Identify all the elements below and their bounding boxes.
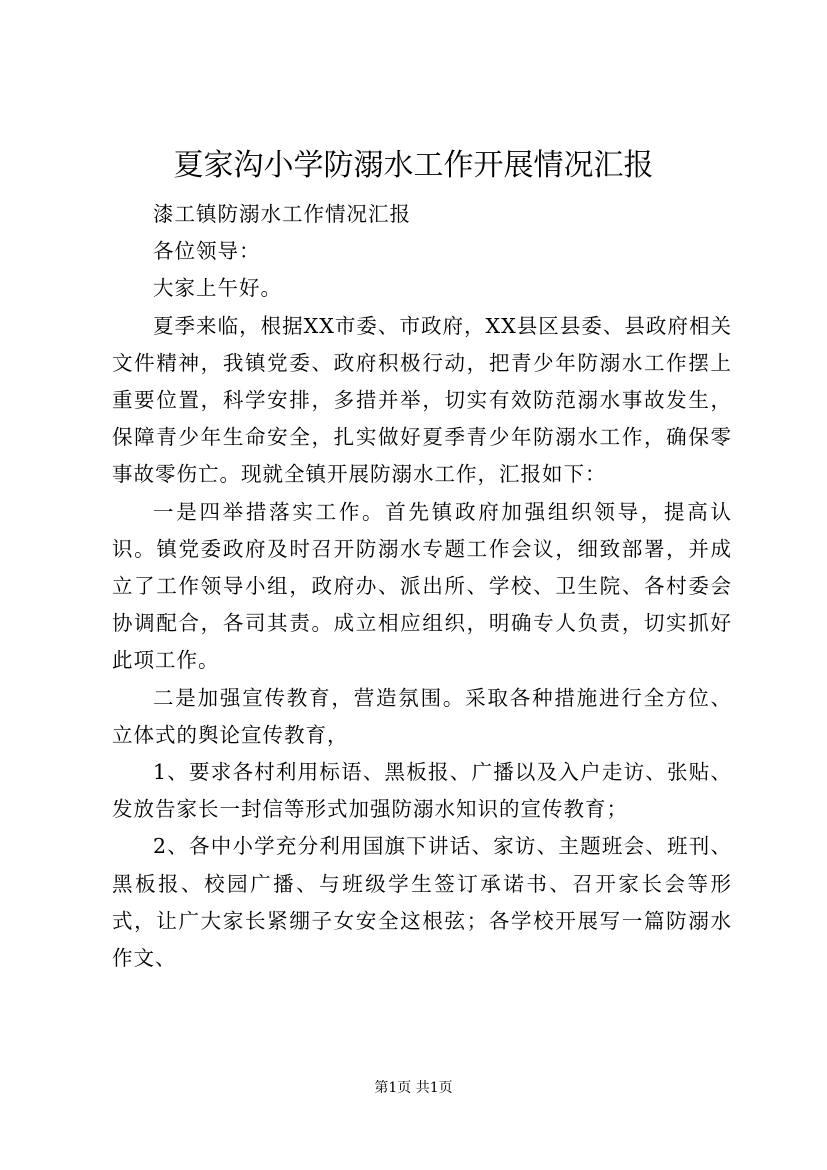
paragraph-point-one: 一是四举措落实工作。首先镇政府加强组织领导，提高认识。镇党委政府及时召开防溺水专题工作会议，细致部署，并成立了工作领导小组，政府办、派出所、学校、卫生院、各村委会协调配合，各司其责。成立相应组织，明确专人负责，切实抓好此项工作。 — [112, 499, 732, 673]
paragraph-item-2: 2、各中小学充分利用国旗下讲话、家访、主题班会、班刊、黑板报、校园广播、与班级学生签订承诺书、召开家长会等形式，让广大家长紧绷子女安全这根弦；各学校开展写一篇防溺水作文、 — [112, 834, 732, 971]
document-body — [112, 196, 732, 977]
paragraph-intro: 夏季来临，根据XX市委、市政府，XX县区县委、县政府相关文件精神，我镇党委、政府积极行动，把青少年防溺水工作摆上重要位置，科学安排，多措并举，切实有效防范溺水事故发生，保障青少年生命安全，扎实做好夏季青少年防溺水工作，确保零事故零伤亡。现就全镇开展防溺水工作，汇报如下： — [112, 313, 732, 487]
paragraph-subtitle: 漆工镇防溺水工作情况汇报 — [153, 202, 411, 226]
paragraph-item-1: 1、要求各村利用标语、黑板报、广播以及入户走访、张贴、发放告家长一封信等形式加强防溺水知识的宣传教育； — [112, 760, 732, 822]
paragraph-salutation: 各位领导： — [153, 239, 261, 264]
paragraph-point-two: 二是加强宣传教育，营造氛围。采取各种措施进行全方位、立体式的舆论宣传教育， — [112, 685, 732, 747]
paragraph-greeting: 大家上午好。 — [153, 276, 282, 301]
page-footer: 第1页 共1页 — [374, 1080, 453, 1096]
document-title: 夏家沟小学防溺水工作开展情况汇报 — [173, 148, 654, 183]
